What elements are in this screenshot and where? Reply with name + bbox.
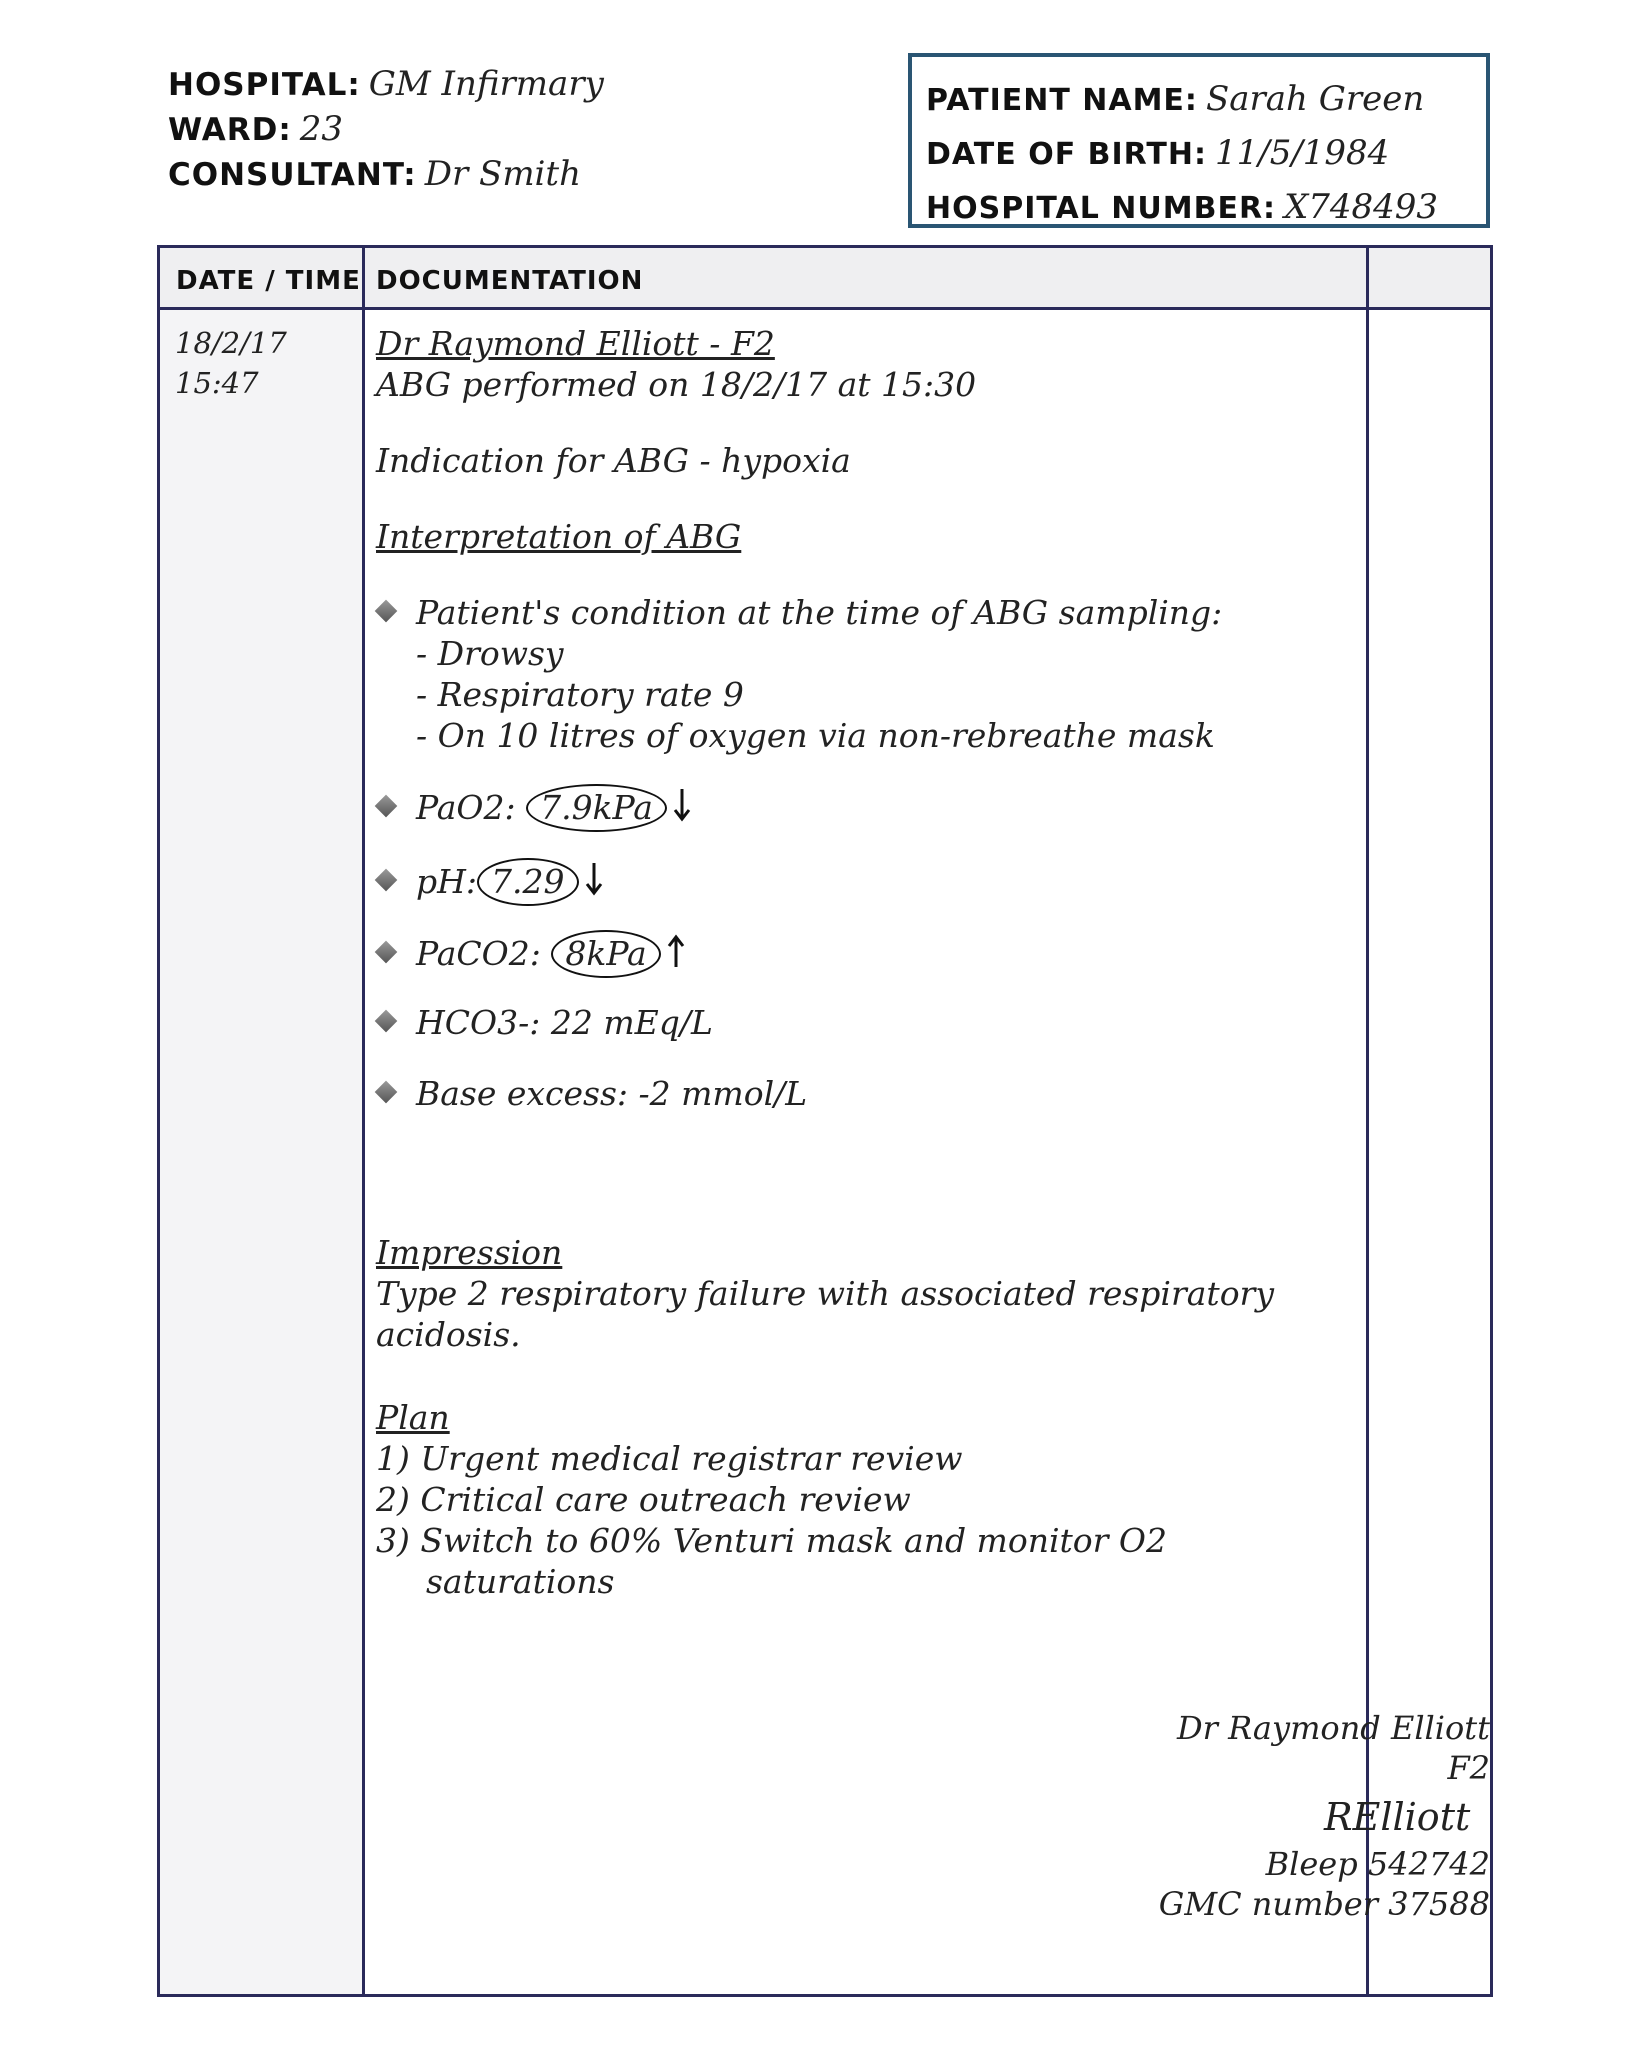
hospital-number-row [926,181,1486,235]
patient-name-label: PATIENT NAME: [926,83,1198,118]
dob-label: DATE OF BIRTH: [926,137,1207,172]
signatory-name: Dr Raymond Elliott [1176,1709,1490,1747]
arrow-up-icon [665,933,687,969]
consultant-label: CONSULTANT: [168,157,417,193]
ph-value: 7.29 [477,858,578,906]
ward-value: 23 [299,109,344,149]
col-header-datetime: DATE / TIME [176,266,361,296]
ph-bullet [376,858,1376,906]
indication-line: Indication for ABG - hypoxia [376,441,851,480]
entry-time: 15:47 [175,366,259,400]
plan-item-continuation: saturations [426,1562,615,1601]
paco2-label: PaCO2: [416,934,541,973]
diamond-bullet-icon [375,795,398,818]
condition-item: - On 10 litres of oxygen via non-rebreathe mask [416,716,1215,755]
pao2-bullet [376,784,1376,832]
paco2-bullet [376,930,1376,978]
hco3-bullet [376,1002,1376,1043]
condition-bullet [376,592,1376,633]
diamond-bullet-icon [375,1010,398,1033]
entry-date: 18/2/17 [175,326,287,360]
signature-block [1159,1708,1490,1924]
patient-name-row [926,73,1486,127]
plan-item: 3) Switch to 60% Venturi mask and monitor O2 [376,1521,1167,1560]
handwritten-signature [1320,1792,1490,1842]
consultant-value: Dr Smith [424,154,581,194]
consultant-row [168,152,604,197]
pao2-label: PaO2: [416,788,516,827]
impression-heading: Impression [376,1233,563,1272]
gmc-number: GMC number 37588 [1158,1885,1490,1923]
base-excess-bullet [376,1073,1376,1114]
table-header-row [160,248,1490,310]
diamond-bullet-icon [375,1081,398,1104]
hospital-row [168,62,604,107]
hospital-number-label: HOSPITAL NUMBER: [926,191,1277,226]
condition-title: Patient's condition at the time of ABG sampling: [416,593,1223,632]
hospital-label: HOSPITAL: [168,67,361,103]
hospital-number-value: X748493 [1284,187,1439,227]
condition-item: - Drowsy [416,634,564,673]
dob-row [926,127,1486,181]
pao2-value: 7.9kPa [526,784,667,832]
hco3-line: HCO3-: 22 mEq/L [416,1003,713,1042]
column-divider-1 [362,248,365,1994]
signature-text: RElliott [1324,1795,1471,1839]
abg-performed-line: ABG performed on 18/2/17 at 15:30 [376,365,977,404]
impression-line: Type 2 respiratory failure with associated respiratory [376,1274,1274,1313]
plan-item: 2) Critical care outreach review [376,1480,911,1519]
patient-details-box [908,53,1490,228]
author-heading: Dr Raymond Elliott - F2 [376,324,775,363]
date-column-background [160,310,362,1994]
condition-item: - Respiratory rate 9 [416,675,744,714]
diamond-bullet-icon [375,869,398,892]
impression-line: acidosis. [376,1315,521,1354]
diamond-bullet-icon [375,941,398,964]
ward-row [168,107,604,152]
arrow-down-icon [583,861,605,897]
ph-label: pH: [416,862,478,901]
dob-value: 11/5/1984 [1214,133,1390,173]
plan-item: 1) Urgent medical registrar review [376,1439,963,1478]
base-excess-line: Base excess: -2 mmol/L [416,1074,808,1113]
hospital-details [168,62,604,197]
hospital-value: GM Infirmary [368,64,604,104]
documentation-entry [376,323,1376,1602]
patient-name-value: Sarah Green [1205,79,1425,119]
bleep-number: Bleep 542742 [1265,1845,1490,1883]
arrow-down-icon [671,787,693,823]
col-header-documentation: DOCUMENTATION [376,266,644,296]
diamond-bullet-icon [375,600,398,623]
entry-datetime [175,323,287,403]
interpretation-heading: Interpretation of ABG [376,517,742,556]
ward-label: WARD: [168,112,292,148]
plan-heading: Plan [376,1398,450,1437]
paco2-value: 8kPa [551,930,660,978]
signatory-grade: F2 [1447,1749,1490,1787]
